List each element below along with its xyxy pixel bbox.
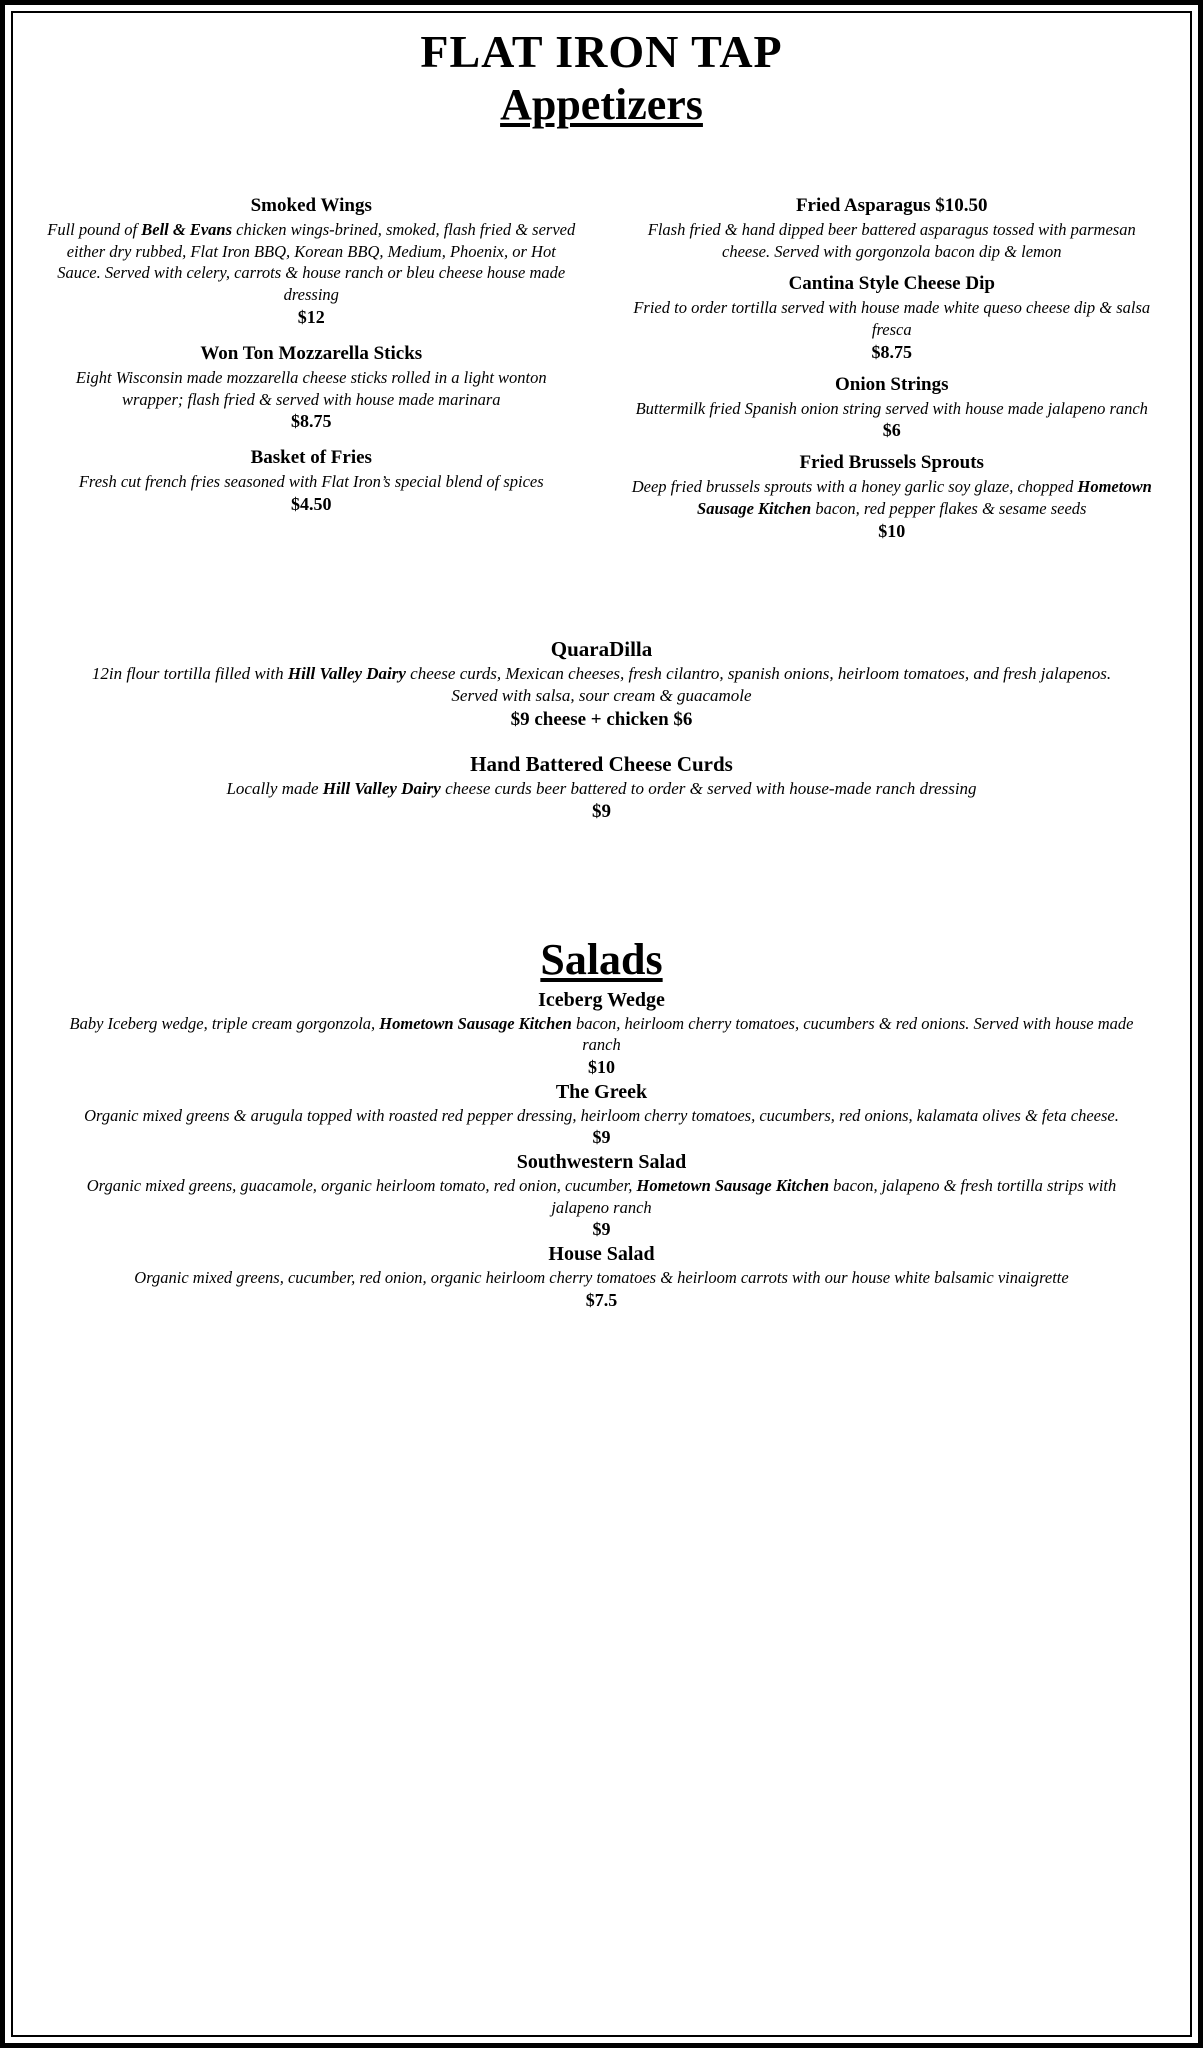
appetizers-right-column — [622, 194, 1163, 551]
menu-item-description — [81, 663, 1122, 708]
desc-pre: Locally made — [226, 778, 323, 798]
menu-item-cantina-style-cheese-dip — [622, 272, 1163, 362]
menu-item-basket-of-fries — [41, 446, 582, 515]
desc-post: bacon, jalapeno & fresh tortilla strips with jalapeno ranch — [551, 1176, 1117, 1217]
desc-post: chicken wings-brined, smoked, flash fried & served either dry rubbed, Flat Iron BBQ, Korean BBQ, Medium, Phoenix, or Hot Sauce. Served with celery, carrots & house ranch or bleu cheese house made dressing — [57, 219, 576, 305]
desc-post: bacon, red pepper flakes & sesame seeds — [811, 498, 1087, 518]
menu-item-name: The Greek — [555, 1080, 648, 1103]
menu-item-price: $4.50 — [291, 493, 332, 514]
menu-item-name: QuaraDilla — [550, 636, 653, 661]
menu-item-smoked-wings — [41, 194, 582, 328]
desc-emphasis: Hometown Sausage Kitchen — [379, 1013, 572, 1033]
menu-item-description — [47, 367, 576, 411]
desc-pre: Full pound of — [47, 219, 142, 239]
menu-item-onion-strings — [622, 373, 1163, 442]
desc-pre: 12in flour tortilla filled with — [91, 663, 288, 683]
desc-pre: Fried to order tortilla served with house made white queso cheese dip & salsa fresca — [633, 298, 1151, 339]
menu-item-name: House Salad — [548, 1243, 655, 1266]
menu-item-fried-brussels-sprouts — [622, 451, 1163, 541]
desc-pre: Buttermilk fried Spanish onion string served with house made jalapeno ranch — [635, 398, 1148, 418]
menu-item-price: $6 — [882, 420, 901, 441]
menu-item-name: Smoked Wings — [250, 195, 372, 217]
menu-item-name: Hand Battered Cheese Curds — [470, 751, 733, 776]
menu-item-description — [628, 297, 1157, 341]
desc-emphasis: Hometown Sausage Kitchen — [636, 1176, 830, 1196]
menu-item-won-ton-mozzarella-sticks — [41, 342, 582, 432]
menu-item-description — [81, 778, 1122, 800]
menu-frame — [11, 11, 1192, 2037]
menu-item-price: $10 — [588, 1056, 615, 1077]
menu-item-name: Fried Brussels Sprouts — [799, 452, 984, 474]
menu-item-price: $7.5 — [585, 1289, 618, 1310]
desc-emphasis: Hill Valley Dairy — [287, 663, 406, 683]
menu-item-price: $9 — [592, 1219, 611, 1240]
desc-pre: Eight Wisconsin made mozzarella cheese sticks rolled in a light wonton wrapper; flash fried & served with house made marinara — [75, 367, 547, 409]
menu-item-description — [59, 1175, 1144, 1218]
appetizers-columns — [41, 194, 1162, 551]
menu-item-southwestern-salad — [41, 1150, 1162, 1240]
desc-emphasis: Hometown Sausage Kitchen — [697, 477, 1152, 518]
desc-pre: Organic mixed greens & arugula topped with roasted red pepper dressing, heirloom cherry tomatoes, cucumbers, red onions, kalamata olives & feta cheese. — [84, 1105, 1119, 1125]
menu-item-price: $10 — [878, 520, 906, 541]
menu-item-name: Cantina Style Cheese Dip — [788, 273, 995, 295]
menu-item-description — [47, 471, 576, 493]
menu-item-the-greek — [41, 1080, 1162, 1148]
page-title: FLAT IRON TAP — [420, 26, 783, 77]
menu-item-quaradilla — [41, 636, 1162, 731]
menu-item-price: $8.75 — [871, 341, 912, 362]
menu-item-house-salad — [41, 1242, 1162, 1310]
desc-pre: Organic mixed greens, cucumber, red onion, organic heirloom cherry tomatoes & heirloom carrots with our house white balsamic vinaigrette — [134, 1268, 1069, 1288]
menu-item-description — [59, 1013, 1144, 1056]
desc-pre: Organic mixed greens, guacamole, organic heirloom tomato, red onion, cucumber, — [86, 1176, 637, 1196]
desc-post: cheese curds, Mexican cheeses, fresh cilantro, spanish onions, heirloom tomatoes, and fresh jalapenos. Served with salsa, sour cream & guacamole — [405, 663, 1112, 706]
menu-item-price: $8.75 — [291, 411, 332, 432]
menu-item-name: Fried Asparagus $10.50 — [795, 195, 988, 217]
menu-item-hand-battered-cheese-curds — [41, 751, 1162, 824]
desc-pre: Flash fried & hand dipped beer battered asparagus tossed with parmesan cheese. Served with gorgonzola bacon dip & lemon — [647, 219, 1136, 261]
menu-item-description — [628, 398, 1157, 420]
desc-emphasis: Bell & Evans — [141, 219, 232, 239]
menu-item-name: Iceberg Wedge — [538, 988, 665, 1011]
menu-item-price: $9 — [592, 1127, 611, 1148]
appetizers-section-title: Appetizers — [500, 79, 703, 129]
menu-item-name: Won Ton Mozzarella Sticks — [200, 343, 423, 364]
menu-item-description — [59, 1267, 1144, 1288]
menu-item-price: $9 cheese + chicken $6 — [510, 708, 693, 730]
appetizers-left-column — [41, 194, 582, 551]
desc-post: bacon, heirloom cherry tomatoes, cucumbers & red onions. Served with house made ranch — [571, 1013, 1134, 1055]
desc-pre: Baby Iceberg wedge, triple cream gorgonzola, — [69, 1013, 380, 1033]
menu-item-name: Onion Strings — [834, 373, 949, 395]
menu-item-description — [628, 476, 1157, 520]
salads-section — [41, 935, 1162, 1310]
menu-item-price: $9 — [592, 801, 611, 823]
appetizers-full-width-items — [41, 636, 1162, 824]
menu-item-iceberg-wedge — [41, 988, 1162, 1078]
desc-post: cheese curds beer battered to order & served with house-made ranch dressing — [440, 778, 977, 798]
menu-item-name: Southwestern Salad — [516, 1151, 687, 1174]
desc-pre: Deep fried brussels sprouts with a honey garlic soy glaze, chopped — [631, 477, 1078, 497]
menu-item-description — [59, 1105, 1144, 1126]
desc-emphasis: Hill Valley Dairy — [322, 778, 441, 798]
menu-item-description — [628, 219, 1157, 263]
menu-item-price: $12 — [297, 307, 325, 327]
menu-item-fried-asparagus — [622, 194, 1163, 262]
menu-item-name: Basket of Fries — [250, 447, 372, 469]
menu-item-description — [47, 219, 576, 306]
desc-pre: Fresh cut french fries seasoned with Flat Iron’s special blend of spices — [78, 472, 544, 492]
salads-section-title: Salads — [540, 935, 663, 985]
